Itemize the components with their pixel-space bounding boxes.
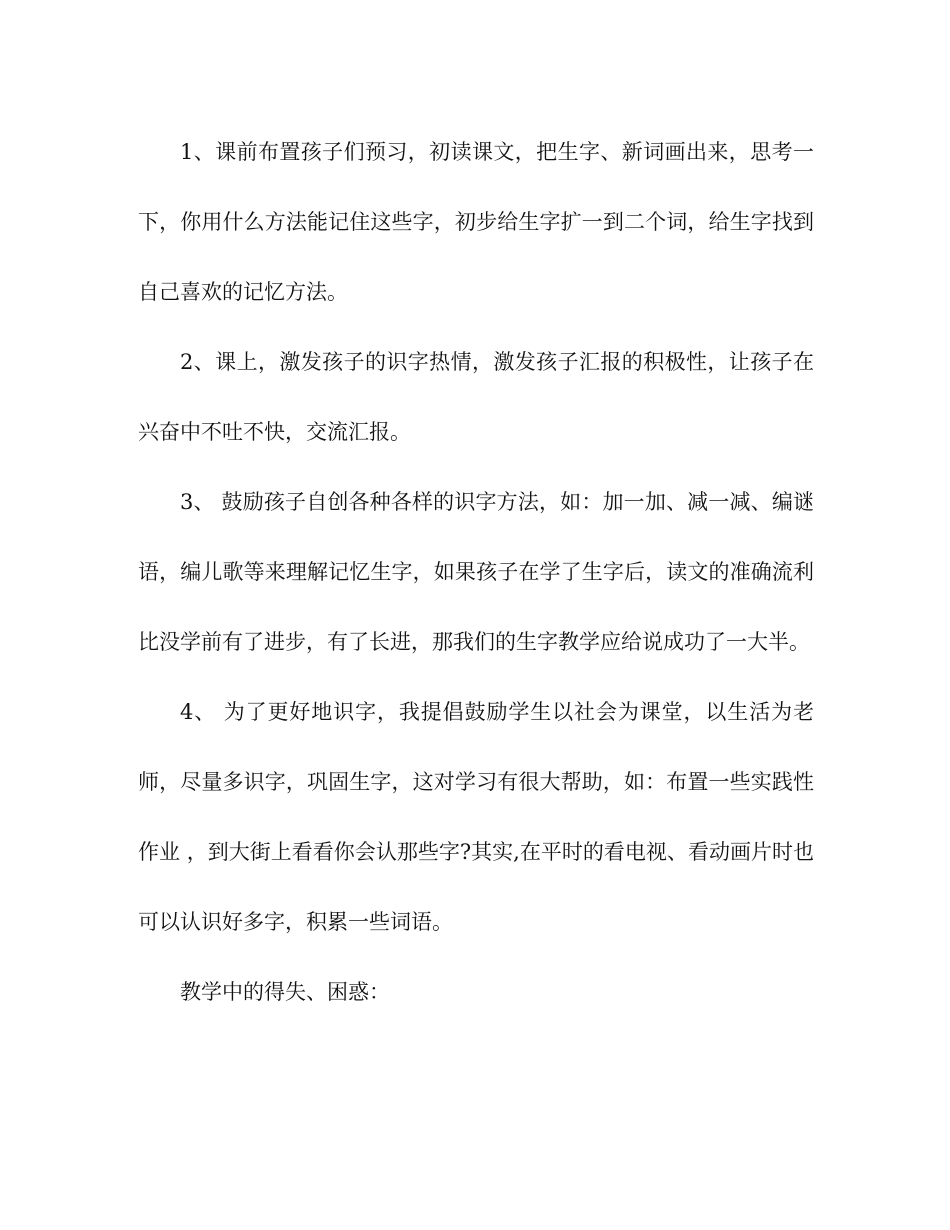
paragraph-2: 2、课上，激发孩子的识字热情，激发孩子汇报的积极性，让孩子在兴奋中不吐不快，交流汇报。	[138, 350, 814, 444]
paragraph-4: 4、 为了更好地识字，我提倡鼓励学生以社会为课堂，以生活为老师，尽量多识字，巩固生字，这对学习有很大帮助，如：布置一些实践性作业 ，到大街上看看你会认那些字?其实,在平时的看电视、看动画片时也可以认识好多字，积累一些词语。	[138, 700, 814, 934]
document-body	[138, 117, 814, 1027]
paragraph-1: 1、课前布置孩子们预习，初读课文，把生字、新词画出来，思考一下，你用什么方法能记住这些字，初步给生字扩一到二个词，给生字找到自己喜欢的记忆方法。	[138, 140, 814, 304]
section-heading: 教学中的得失、困惑：	[180, 980, 390, 1004]
paragraph-3: 3、 鼓励孩子自创各种各样的识字方法，如：加一加、减一减、编谜语，编儿歌等来理解记忆生字，如果孩子在学了生字后，读文的准确流利比没学前有了进步，有了长进，那我们的生字教学应给说成功了一大半。	[138, 490, 814, 654]
